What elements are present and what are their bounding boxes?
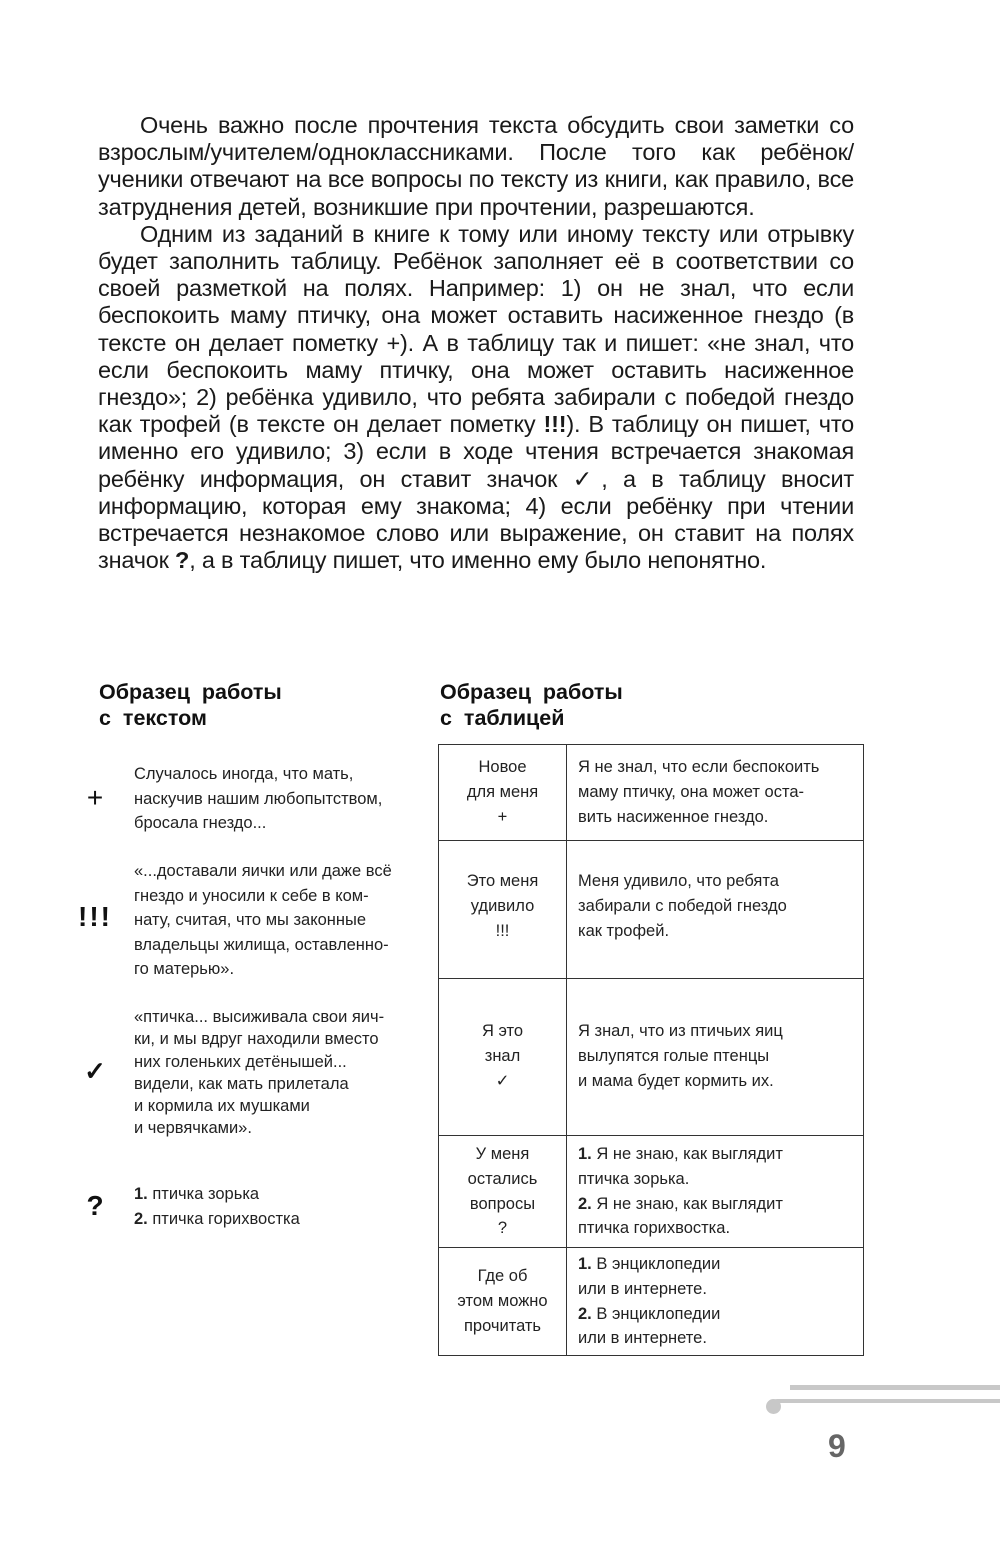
category-line: удивило	[470, 896, 535, 915]
heading-line: с текстом	[99, 706, 207, 730]
item-text: Я не знаю, как выглядит	[591, 1144, 783, 1163]
category-line: Это меня	[466, 872, 539, 890]
content-line: или в интернете.	[578, 1279, 707, 1298]
category-line: Я это	[481, 1022, 524, 1040]
body-text	[98, 112, 854, 574]
item-text: Я не знаю, как выглядит	[591, 1194, 783, 1213]
sample-line: видели, как мать прилетала	[134, 1074, 349, 1093]
table-sample-heading	[440, 679, 623, 731]
content-line	[578, 1252, 863, 1277]
question-item	[134, 1182, 434, 1207]
item-number: 2.	[134, 1209, 148, 1228]
content-line: птичка горихвостка.	[578, 1219, 731, 1238]
question-icon: ?	[497, 1219, 508, 1238]
text-sample-heading	[99, 679, 282, 731]
category-line: У меня	[475, 1144, 530, 1163]
checkmark-icon: ✓	[495, 1071, 510, 1090]
exclamation-icon: !!!	[495, 921, 510, 940]
category-line: для меня	[466, 783, 539, 802]
checkmark-icon: ✓	[84, 1056, 106, 1086]
content-line	[578, 1142, 863, 1167]
content-line	[578, 1192, 863, 1217]
sample-line: ки, и мы вдруг находили вместо	[134, 1030, 379, 1049]
paragraph-2-part: Одним из заданий в книге к тому или иному тексту или отрывку будет заполнить таблицу. Ребёнок заполняет её в соответствии со своей разметкой на полях. Например: 1) он не знал, что если беспокоить маму птичку, она может оставить насиженное гнездо (в тексте он делает пометку +). А в таблицу так и пишет: «не знал, что если беспокоить маму птичку, она может оставить насиженное гнездо»; 2) ребёнка удивило, что ребята забирали с победой гнездо как трофей (в тексте он делает пометку	[98, 220, 854, 438]
paragraph-2	[98, 221, 854, 575]
footer-decor-line	[773, 1399, 1000, 1403]
item-number: 1.	[578, 1254, 592, 1273]
question-item	[134, 1207, 434, 1232]
page-number: 9	[828, 1428, 846, 1464]
item-number: 2.	[578, 1304, 592, 1323]
item-number: 2.	[578, 1194, 592, 1213]
exclamation-mark-inline: !!!	[543, 411, 567, 438]
category-cell	[439, 745, 567, 841]
content-line: птичка зорька.	[578, 1169, 690, 1188]
item-number: 1.	[578, 1144, 592, 1163]
table-row	[439, 1248, 864, 1356]
content-line: вить насиженное гнездо.	[578, 807, 769, 826]
paragraph-2-part: ). В таблицу он пишет, что именно его удивило; 3) если в ходе чтения встречается знакомая ребёнку информация, он ставит значок	[98, 411, 854, 492]
paragraph-2-part: , а в таблицу вносит информацию, которая ему знакома; 4) если ребёнку при чтении встречается незнакомое слово или выражение, он ставит на полях значок	[98, 465, 854, 574]
sample-line: нату, считая, что мы законные	[134, 911, 367, 929]
sample-line: наскучив нашим любопытством,	[134, 789, 383, 808]
category-line: Новое	[478, 758, 527, 777]
item-text: птичка зорька	[147, 1185, 260, 1203]
content-line: или в интернете.	[578, 1329, 707, 1348]
item-text: птичка горихвостка	[147, 1209, 300, 1228]
sample-line: и кормила их мушками	[134, 1097, 310, 1116]
category-line: прочитать	[463, 1316, 542, 1335]
sample-line: владельцы жилища, оставленно-	[134, 935, 389, 954]
paragraph-1: Очень важно после прочтения текста обсудить свои заметки со взрослым/учителем/одноклассниками. После того как ребёнок/ученики отвечают на все вопросы по тексту из книги, как правило, все затруднения детей, возникшие при прочтении, разрешаются.	[98, 112, 854, 220]
item-number: 1.	[134, 1185, 148, 1203]
content-line	[578, 1302, 863, 1327]
heading-line: с таблицей	[440, 706, 565, 730]
sample-line: го матерью».	[134, 960, 235, 978]
table-row	[439, 841, 864, 979]
question-mark-inline: ?	[175, 547, 190, 574]
item-text: В энциклопедии	[591, 1254, 721, 1273]
content-cell	[567, 1136, 864, 1248]
category-cell	[439, 1136, 567, 1248]
category-cell	[439, 1248, 567, 1356]
heading-line: Образец работы	[440, 680, 623, 704]
footer-decor-dot	[766, 1399, 781, 1414]
category-cell	[439, 979, 567, 1136]
content-line: маму птичку, она может оста-	[578, 783, 805, 802]
plus-icon: +	[497, 807, 508, 826]
category-line: Где об	[477, 1267, 528, 1286]
sample-line: Случалось иногда, что мать,	[134, 765, 354, 783]
content-line: и мама будет кормить их.	[578, 1071, 774, 1090]
sample-line: «птичка... высиживала свои яич-	[134, 1008, 385, 1026]
content-cell	[567, 979, 864, 1136]
paragraph-2-part: , а в таблицу пишет, что именно ему было непонятно.	[189, 547, 767, 574]
content-line: Меня удивило, что ребята	[578, 872, 779, 890]
sample-line: них голеньких детёнышей...	[134, 1052, 347, 1071]
content-line: забирали с победой гнездо	[578, 896, 787, 915]
heading-line: Образец работы	[99, 680, 282, 704]
plus-icon: +	[86, 782, 104, 813]
table-row	[439, 745, 864, 841]
content-line: Я не знал, что если беспокоить	[578, 758, 820, 777]
category-cell	[439, 841, 567, 979]
content-line: вылупятся голые птенцы	[578, 1046, 770, 1065]
sample-line: «...доставали яички или даже всё	[134, 862, 392, 880]
item-text: В энциклопедии	[591, 1304, 721, 1323]
category-line: остались	[467, 1169, 538, 1188]
content-line: как трофей.	[578, 921, 670, 940]
content-cell	[567, 745, 864, 841]
category-line: знал	[484, 1046, 521, 1065]
question-icon: ?	[86, 1190, 104, 1221]
sample-line: гнездо и уносили к себе в ком-	[134, 886, 369, 905]
sample-line: бросала гнездо...	[134, 814, 267, 832]
content-line: Я знал, что из птичьих яиц	[578, 1022, 783, 1040]
footer-decor-line	[790, 1385, 1000, 1390]
exclamation-icon: !!!	[78, 901, 112, 932]
checkmark-icon: ✓	[572, 465, 602, 492]
table-row	[439, 1136, 864, 1248]
category-line: этом можно	[457, 1292, 548, 1311]
table-row	[439, 979, 864, 1136]
content-cell	[567, 841, 864, 979]
category-line: вопросы	[469, 1194, 536, 1213]
sample-line: и червячками».	[134, 1119, 252, 1138]
content-cell	[567, 1248, 864, 1356]
reading-table	[438, 744, 864, 1356]
